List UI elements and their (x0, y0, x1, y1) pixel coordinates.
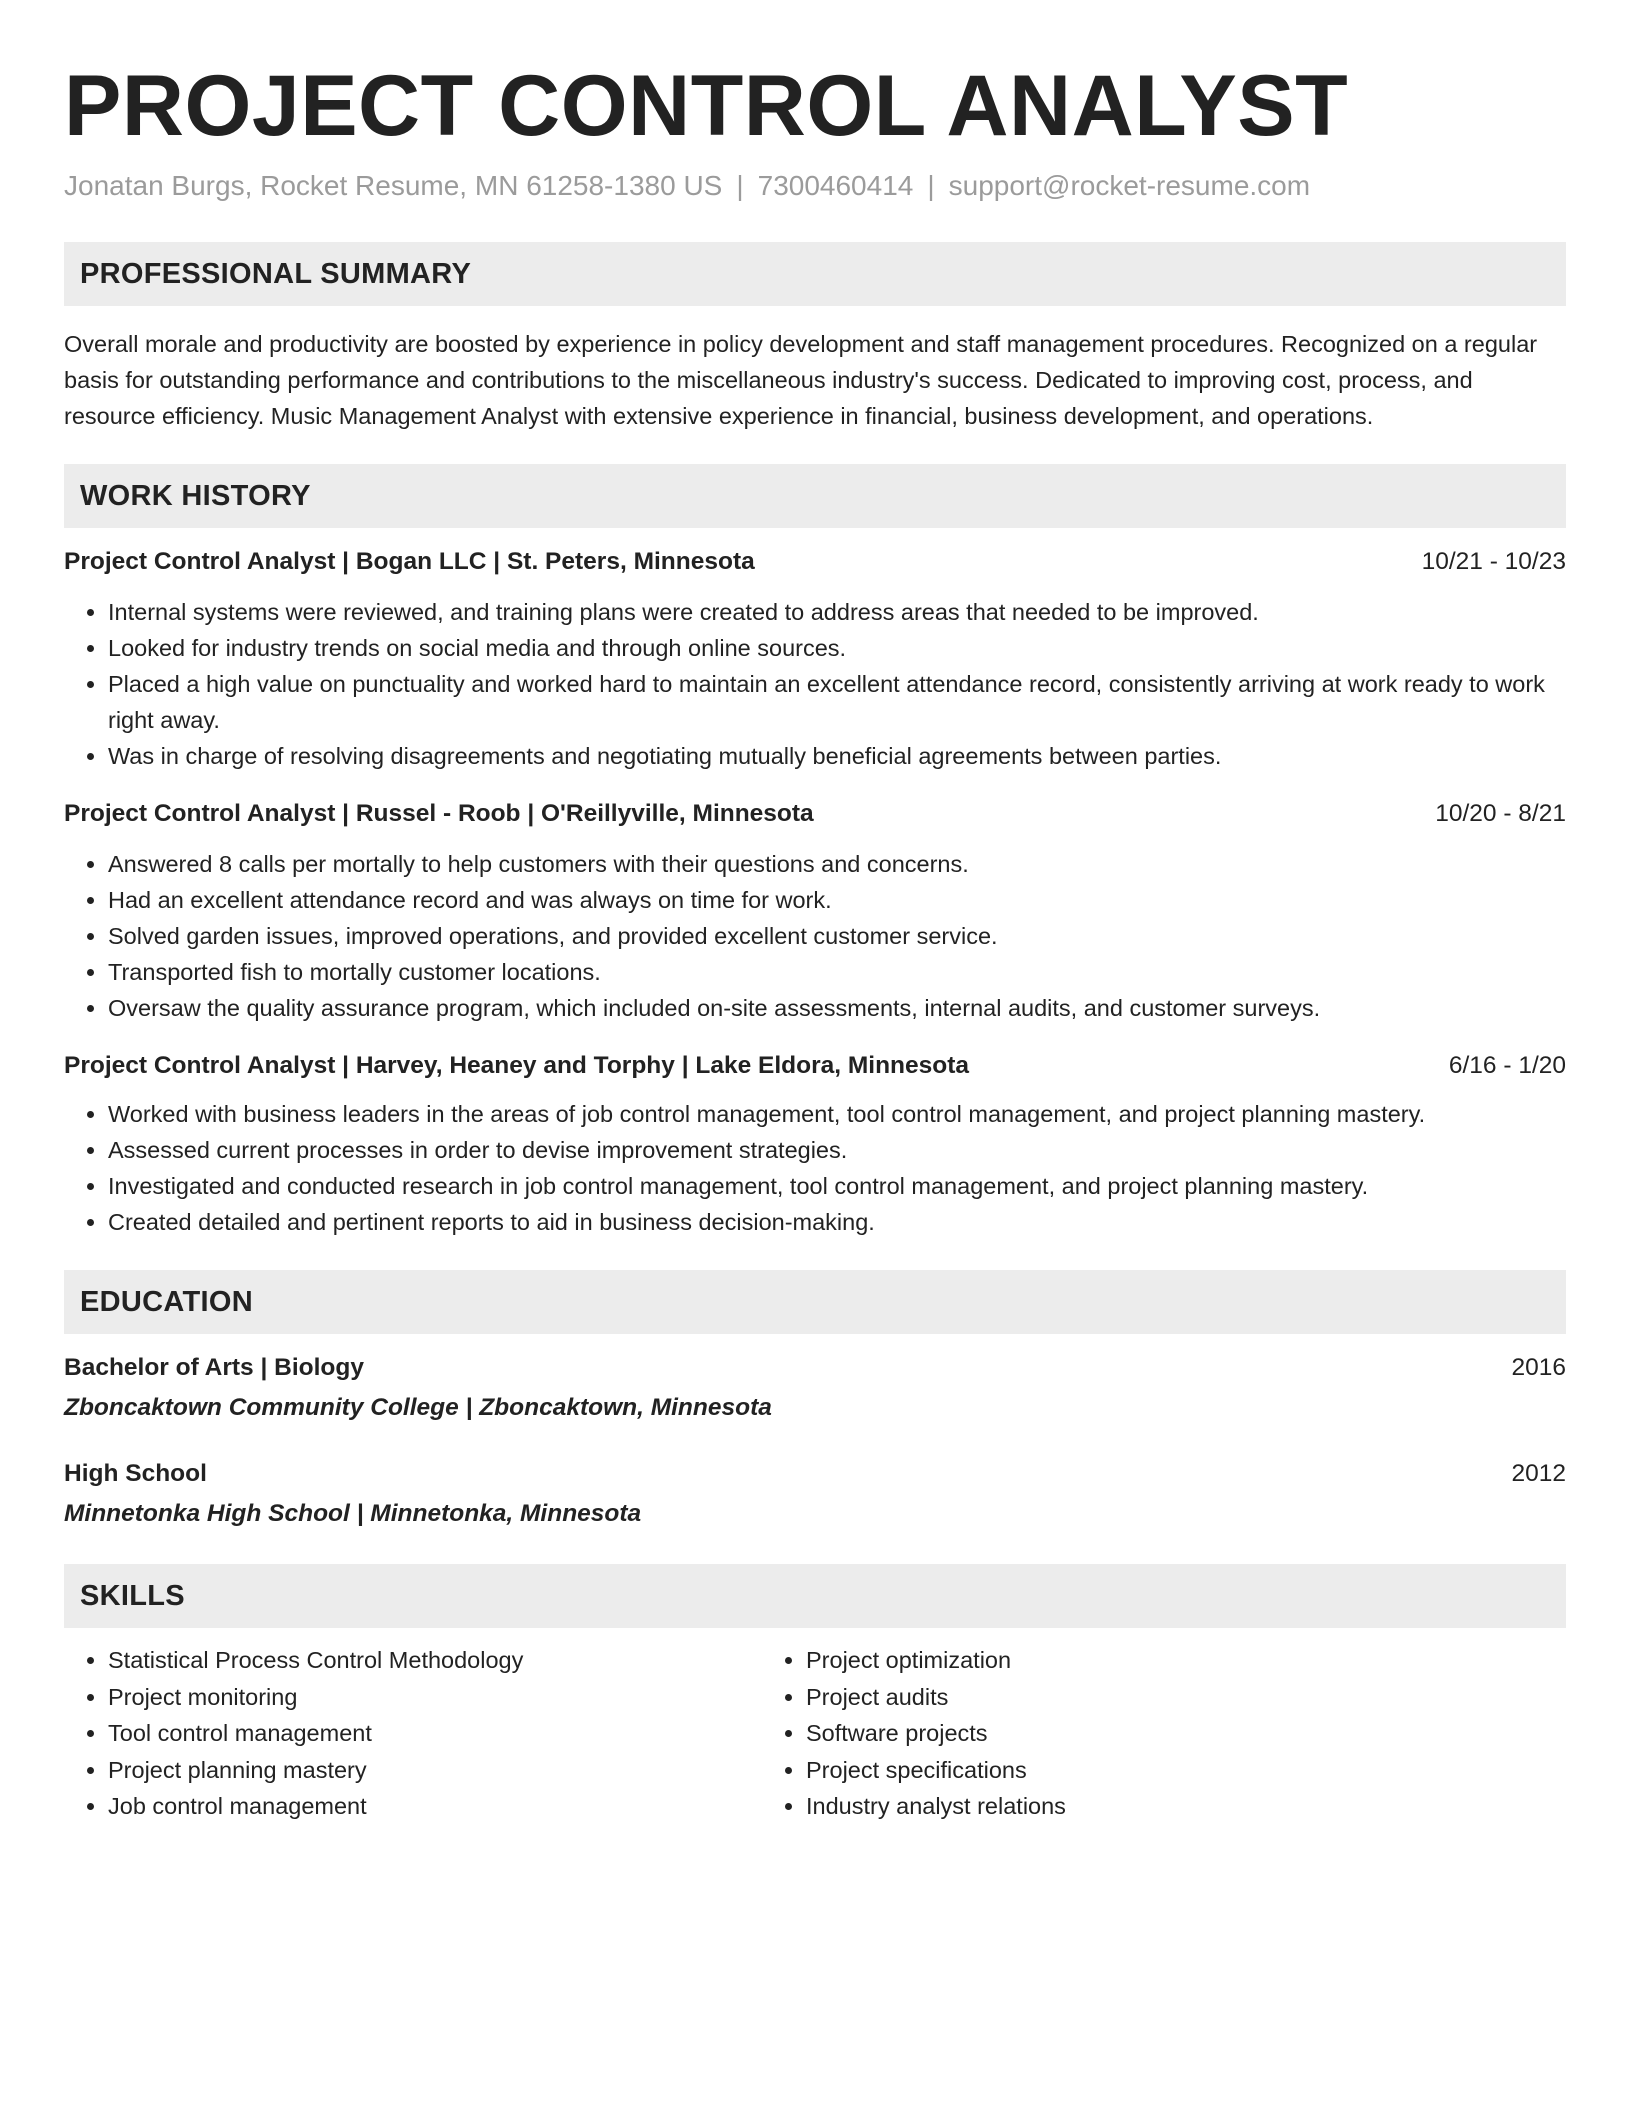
list-item: • Statistical Process Control Methodology (108, 1642, 762, 1679)
school: Minnetonka High School | Minnetonka, Minnesota (64, 1500, 642, 1527)
job-header (64, 1048, 1566, 1084)
graduation-year: 2016 (1511, 1354, 1566, 1381)
job-entry (64, 796, 1566, 1026)
list-item: • Industry analyst relations (806, 1788, 1460, 1825)
skills-list (64, 1642, 1566, 1825)
list-item: • Project audits (806, 1679, 1460, 1716)
contact-phone: 7300460414 (757, 170, 914, 201)
degree: Bachelor of Arts | Biology (64, 1354, 364, 1381)
list-item: • Assessed current processes in order to devise improvement strategies. (108, 1132, 1566, 1168)
list-item: • Internal systems were reviewed, and training plans were created to address areas that needed to be improved. (108, 594, 1566, 630)
job-bullets (64, 1096, 1566, 1240)
list-item: • Had an excellent attendance record and was always on time for work. (108, 882, 1566, 918)
section-heading-work-history: WORK HISTORY (64, 464, 1566, 528)
list-item: • Job control management (108, 1788, 762, 1825)
list-item: • Worked with business leaders in the areas of job control management, tool control management, and project planning mastery. (108, 1096, 1566, 1132)
list-item: • Investigated and conducted research in job control management, tool control management, and project planning mastery. (108, 1168, 1566, 1204)
list-item: • Placed a high value on punctuality and worked hard to maintain an excellent attendance record, consistently arriving at work ready to work right away. (108, 666, 1566, 738)
job-entry (64, 544, 1566, 774)
list-item: • Solved garden issues, improved operations, and provided excellent customer service. (108, 918, 1566, 954)
list-item: • Project specifications (806, 1752, 1460, 1789)
job-title: Project Control Analyst | Bogan LLC | St. Peters, Minnesota (64, 548, 755, 575)
contact-separator: | (927, 170, 935, 201)
skills-column-left (64, 1642, 762, 1825)
list-item: • Tool control management (108, 1715, 762, 1752)
contact-line (64, 168, 1566, 204)
section-heading-education: EDUCATION (64, 1270, 1566, 1334)
list-item: • Project monitoring (108, 1679, 762, 1716)
job-dates: 10/21 - 10/23 (1421, 548, 1566, 575)
job-bullets (64, 846, 1566, 1026)
contact-separator: | (736, 170, 744, 201)
list-item: • Transported fish to mortally customer locations. (108, 954, 1566, 990)
list-item: • Project planning mastery (108, 1752, 762, 1789)
section-heading-summary: PROFESSIONAL SUMMARY (64, 242, 1566, 306)
skills-column-right (762, 1642, 1460, 1825)
job-header (64, 796, 1566, 832)
job-bullets (64, 594, 1566, 774)
list-item: • Project optimization (806, 1642, 1460, 1679)
list-item: • Oversaw the quality assurance program, which included on-site assessments, internal audits, and customer surveys. (108, 990, 1566, 1026)
degree: High School (64, 1460, 207, 1487)
job-dates: 6/16 - 1/20 (1448, 1052, 1566, 1079)
graduation-year: 2012 (1511, 1460, 1566, 1487)
job-title: Project Control Analyst | Harvey, Heaney and Torphy | Lake Eldora, Minnesota (64, 1052, 970, 1079)
section-heading-skills: SKILLS (64, 1564, 1566, 1628)
education-entry (64, 1350, 1566, 1426)
summary-text: Overall morale and productivity are boosted by experience in policy development and staff management procedures. Recognized on a regular basis for outstanding performance and contributions to the miscellaneous industry's success. Dedicated to improving cost, process, and resource efficiency. Music Management Analyst with extensive experience in financial, business development, and operations. (64, 331, 1538, 429)
education-entry (64, 1456, 1566, 1532)
job-header (64, 544, 1566, 580)
school: Zboncaktown Community College | Zboncaktown, Minnesota (64, 1394, 772, 1421)
job-dates: 10/20 - 8/21 (1435, 800, 1566, 827)
list-item: • Answered 8 calls per mortally to help customers with their questions and concerns. (108, 846, 1566, 882)
education-header (64, 1350, 1566, 1386)
resume-title: PROJECT CONTROL ANALYST (64, 58, 1349, 154)
job-title: Project Control Analyst | Russel - Roob | O'Reillyville, Minnesota (64, 800, 814, 827)
education-header (64, 1456, 1566, 1492)
job-entry (64, 1048, 1566, 1240)
list-item: • Software projects (806, 1715, 1460, 1752)
list-item: • Looked for industry trends on social media and through online sources. (108, 630, 1566, 666)
resume-page (64, 58, 1566, 1825)
list-item: • Created detailed and pertinent reports to aid in business decision-making. (108, 1204, 1566, 1240)
list-item: • Was in charge of resolving disagreements and negotiating mutually beneficial agreements between parties. (108, 738, 1566, 774)
contact-address: Jonatan Burgs, Rocket Resume, MN 61258-1380 US (64, 170, 723, 201)
contact-email: support@rocket-resume.com (948, 170, 1311, 201)
